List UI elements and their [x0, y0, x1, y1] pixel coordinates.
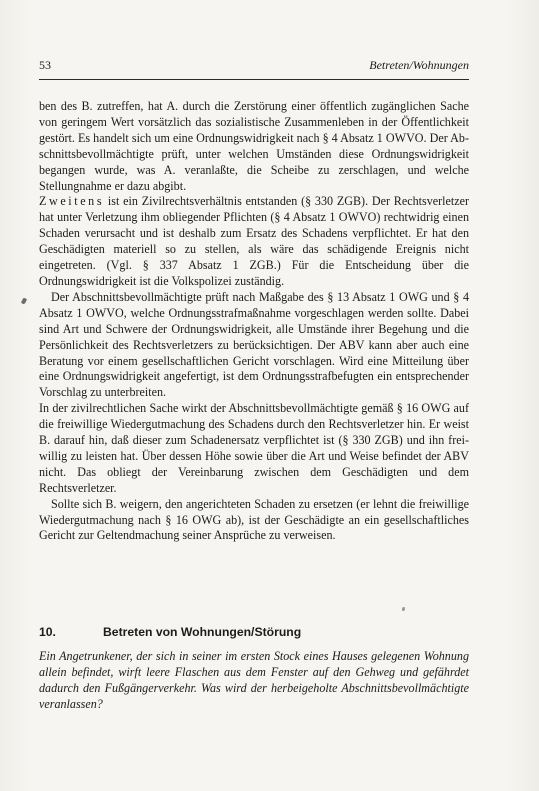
paragraph-1: ben des B. zutreffen, hat A. durch die Zerstörung einer öffentlich zugänglichen Sache von geringem Wert vorsätzlich das sozialistische Zusammenleben in der Öffentlichkeit gestört. Es handelt sich um eine Ordnungswidrigkeit nach § 4 Absatz 1 OWVO. Der Abschnittsbevollmächtigte prüft, unter welchen Umständen diese Ordnungswidrigkeit begangen wurde, was A. veranlaßte, die Scheibe zu zerschlagen, und welche Stellungnahme er dazu abgibt.: [39, 99, 469, 193]
case-description: Ein Angetrunkener, der sich in seiner im ersten Stock eines Hauses gelegenen Wohnung allein befindet, wirft leere Flaschen aus dem Fenster auf den Gehweg und gefährdet dadurch den Fußgängerverkehr. Was wird der herbeigeholte Abschnittsbevollmächtigte veranlassen?: [39, 649, 469, 711]
header-rule: [39, 79, 469, 80]
running-head: [39, 58, 469, 78]
print-speck: [21, 297, 27, 304]
paragraph-5: Sollte sich B. weigern, den angerichteten Schaden zu ersetzen (er lehnt die freiwillige Wiedergutmachung nach § 16 OWG ab), ist der Geschädigte an ein gesellschaftliches Gericht zur Geltendmachung seiner Ansprüche zu verweisen.: [39, 496, 469, 543]
section-title: Betreten von Wohnungen/Störung: [103, 625, 302, 639]
body-text: [39, 99, 469, 544]
running-head-title: Betreten/Wohnungen: [369, 58, 469, 72]
page-number: 53: [39, 58, 51, 72]
paragraph-4: In der zivilrechtlichen Sache wirkt der Abschnittsbevollmächtigte gemäß § 16 OWG auf die freiwillige Wiedergutmachung des Schadens durch den Rechtsverletzer hin. Er weist B. darauf hin, daß dieser zum Schadenersatz verpflichtet ist (§ 330 ZGB) und ihn freiwillig zu leisten hat. Über dessen Höhe sowie über die Art und Weise befindet der ABV nicht. Das obliegt der Vereinbarung zwischen dem Geschädigten und dem Rechtsverletzer.: [39, 401, 469, 495]
paragraph-3: Der Abschnittsbevollmächtigte prüft nach Maßgabe des § 13 Absatz 1 OWG und § 4 Absatz 1 OWVO, welche Ordnungsstrafmaßnahme vorgeschlagen werden sollte. Dabei sind Art und Schwere der Ordnungswidrigkeit, alle Umstände ihrer Begehung und die Persönlichkeit des Rechtsverletzers zu berücksichtigen. Der ABV kann aber auch eine Beratung vor einem gesellschaftlichen Gericht vorschlagen. Wird eine Mitteilung über eine Ordnungswidrigkeit angefertigt, ist dem Ordnungsstrafbefugten ein entsprechender Vorschlag zu unterbreiten.: [39, 289, 469, 400]
print-speck: [402, 607, 405, 611]
section-heading: [39, 624, 469, 640]
paragraph-2: [39, 194, 469, 289]
section-number: 10.: [39, 625, 56, 639]
emphasis-zweitens: Zweitens: [39, 194, 105, 209]
paragraph-2-text: ist ein Zivilrechtsverhältnis entstanden (§ 330 ZGB). Der Rechtsverletzer hat unter Verletzung ihm obliegender Pflichten (§ 4 Absatz 1 OWVO) rechtwidrig einen Schaden verursacht und ist deshalb zum Ersatz des Schadens verpflichtet. Er hat den Geschädigten materiell so zu stellen, als wäre das schädigende Ereignis nicht eingetreten. (Vgl. § 337 Absatz 1 ZGB.) Für die Entscheidung über die Ordnungswidrigkeit ist die Volkspolizei zuständig.: [39, 194, 469, 288]
